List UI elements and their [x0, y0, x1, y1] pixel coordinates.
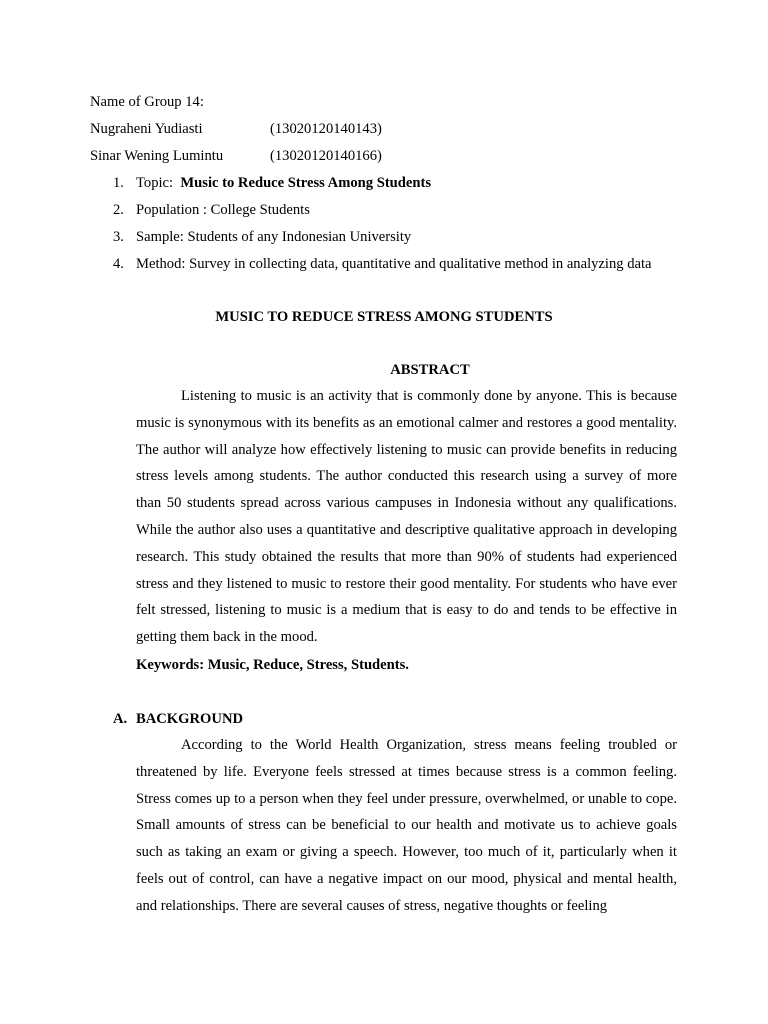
abstract-heading: ABSTRACT: [390, 362, 470, 378]
keywords: Keywords: Music, Reduce, Stress, Students.: [136, 657, 409, 673]
section-title: BACKGROUND: [136, 711, 244, 727]
paper-title: MUSIC TO REDUCE STRESS AMONG STUDENTS: [215, 309, 553, 325]
list-number: 3.: [113, 229, 124, 245]
abstract-text: Listening to music is an activity that is commonly done by anyone. This is because music is synonymous with its benefits as an emotional calmer and restores a good mentality. The author will analyze how effectively listening to music can provide benefits in reducing stress levels among students. The author conducted this research using a survey of more than 50 students spread across various campuses in Indonesia without any qualifications. While the author also uses a quantitative and descriptive qualitative approach in developing research. This study obtained the results that more than 90% of students had experienced stress and they listened to music to restore their good mentality. For students who have ever felt stressed, listening to music is a medium that is easy to do and tends to be effective in getting them back in the mood.: [136, 388, 677, 646]
list-text: Method: Survey in collecting data, quantitative and qualitative method in analyzing data: [136, 256, 652, 272]
member-id: (13020120140166): [270, 148, 382, 164]
list-text: [136, 174, 431, 192]
member-name: Nugraheni Yudiasti: [90, 121, 203, 137]
member-name: Sinar Wening Lumintu: [90, 148, 224, 164]
list-number: 2.: [113, 202, 124, 218]
list-text: Population : College Students: [136, 202, 310, 218]
section-letter: A.: [113, 711, 128, 727]
group-label: Name of Group 14:: [90, 94, 204, 110]
list-number: 1.: [113, 175, 124, 191]
list-number: 4.: [113, 256, 124, 272]
background-text: According to the World Health Organization, stress means feeling troubled or threatened by life. Everyone feels stressed at times because stress is a common feeling. Stress comes up to a person when they feel under pressure, overwhelmed, or unable to cope. Small amounts of stress can be beneficial to our health and motivate us to achieve goals such as taking an exam or giving a speech. However, too much of it, particularly when it feels out of control, can have a negative impact on our mood, physical and mental health, and relationships. There are several causes of stress, negative thoughts or feeling: [136, 737, 677, 914]
topic-title: Music to Reduce Stress Among Students: [180, 175, 432, 191]
list-text: Sample: Students of any Indonesian University: [136, 229, 412, 245]
member-id: (13020120140143): [270, 121, 382, 137]
list-prefix: Topic:: [136, 175, 174, 191]
